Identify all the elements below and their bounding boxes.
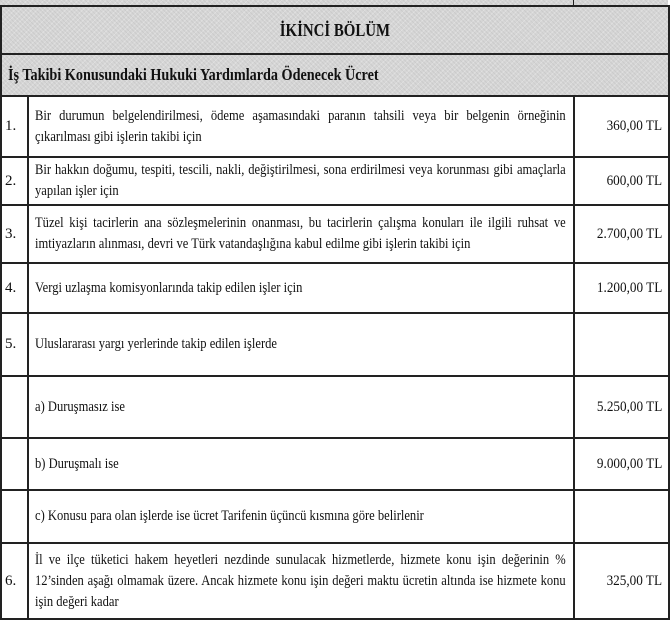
row-number: 5. <box>1 313 28 376</box>
row-number: 6. <box>1 543 28 619</box>
row-amount-text: 9.000,00 TL <box>596 455 662 472</box>
row-amount <box>574 205 669 263</box>
row-number <box>1 376 28 438</box>
row-amount <box>574 157 669 205</box>
row-number: 4. <box>1 263 28 313</box>
row-description-text: a) Duruşmasız ise <box>35 398 125 415</box>
row-description <box>28 438 574 490</box>
row-description-text: c) Konusu para olan işlerde ise ücret Tarifenin üçüncü kısmına göre belirlenir <box>35 508 424 524</box>
row-description <box>28 205 574 263</box>
section-title-row <box>1 6 669 54</box>
row-amount-text: 360,00 TL <box>606 118 662 134</box>
row-amount-text: 325,00 TL <box>606 572 662 589</box>
table-subrow <box>1 490 669 543</box>
section-title-cell <box>1 6 669 54</box>
row-description <box>28 490 574 543</box>
section-subtitle: İş Takibi Konusundaki Hukuki Yardımlarda Ödenecek Ücret <box>8 65 379 84</box>
table-row <box>1 96 669 157</box>
row-description <box>28 313 574 376</box>
row-description-text: Bir hakkın doğumu, tespiti, tescili, nakli, değiştirilmesi, sona erdirilmesi veya korunması gibi amaçlarla yapılan işler için <box>35 162 566 199</box>
row-description-text: Tüzel kişi tacirlerin ana sözleşmelerinin onanması, bu tacirlerin çalışma konuları ile ilgili ruhsat ve imtiyazların alınması, devri ve Türk vatandaşlığına kabul edilme gibi işlerin takibi için <box>35 215 566 252</box>
table-row <box>1 313 669 376</box>
row-description-text: İl ve ilçe tüketici hakem heyetleri nezdinde sunulacak hizmetlerde, hizmete konu işin değerinin % 12’sinden aşağı olmamak üzere. Ancak hizmete konu işin değeri maktu ücretin altında ise hizmete konu işin değeri kadar <box>35 551 566 610</box>
table-row <box>1 205 669 263</box>
row-amount-text: 1.200,00 TL <box>596 279 662 296</box>
table-row <box>1 543 669 619</box>
table-subrow <box>1 376 669 438</box>
row-amount <box>574 313 669 376</box>
row-number: 2. <box>1 157 28 205</box>
row-amount-text: 600,00 TL <box>606 172 662 189</box>
row-description <box>28 157 574 205</box>
row-number: 3. <box>1 205 28 263</box>
fee-table <box>0 5 670 620</box>
row-description-text: Uluslararası yargı yerlerinde takip edilen işlerde <box>35 336 277 352</box>
row-number: 1. <box>1 96 28 157</box>
row-description <box>28 543 574 619</box>
table-row <box>1 157 669 205</box>
row-amount-text: 2.700,00 TL <box>596 225 662 242</box>
section-subtitle-cell <box>1 54 669 96</box>
row-description <box>28 96 574 157</box>
row-number <box>1 438 28 490</box>
table-subrow <box>1 438 669 490</box>
row-amount <box>574 376 669 438</box>
row-description <box>28 263 574 313</box>
row-amount <box>574 543 669 619</box>
row-description-text: Bir durumun belgelendirilmesi, ödeme aşamasındaki paranın tahsili veya bir belgenin örneğinin çıkarılması gibi işlerin takibi için <box>35 107 566 145</box>
row-description-text: b) Duruşmalı ise <box>35 455 119 472</box>
row-amount <box>574 438 669 490</box>
row-description-text: Vergi uzlaşma komisyonlarında takip edilen işler için <box>35 279 303 296</box>
row-description <box>28 376 574 438</box>
row-number <box>1 490 28 543</box>
table-row <box>1 263 669 313</box>
section-title: İKİNCİ BÖLÜM <box>279 19 391 40</box>
row-amount <box>574 96 669 157</box>
row-amount <box>574 490 669 543</box>
row-amount-text: 5.250,00 TL <box>596 398 662 415</box>
section-subtitle-row <box>1 54 669 96</box>
row-amount <box>574 263 669 313</box>
